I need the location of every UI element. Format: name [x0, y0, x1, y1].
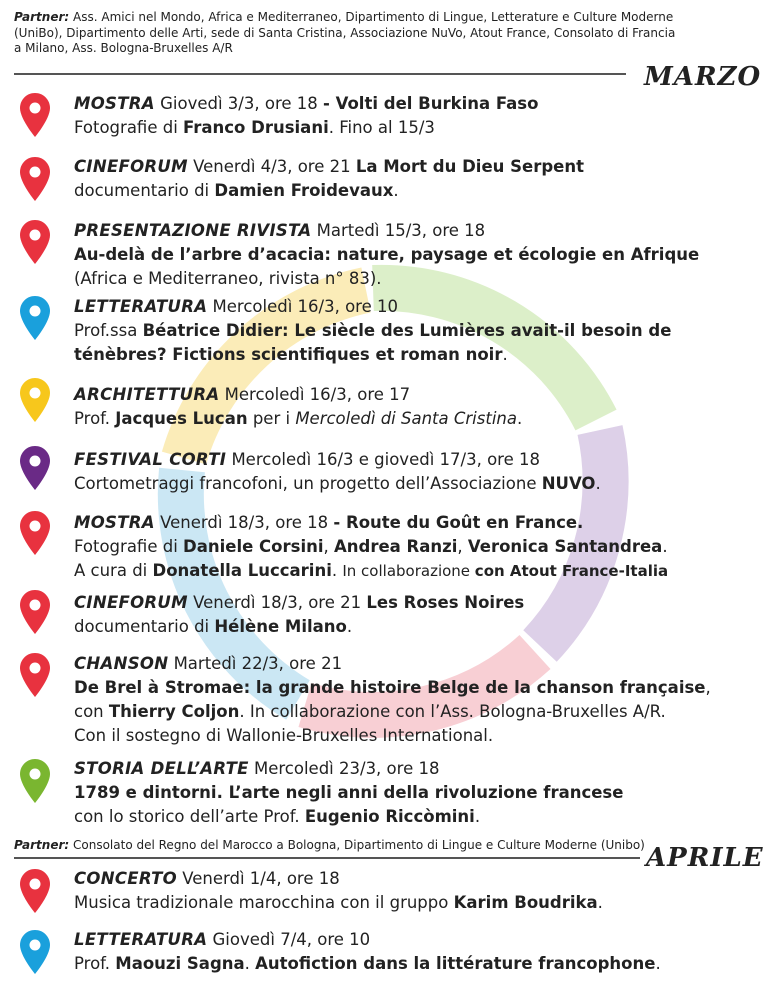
event-item	[74, 652, 711, 748]
event-text: In collaborazione	[342, 562, 475, 580]
event-person: Hélène Milano	[214, 617, 347, 636]
map-pin-icon	[20, 930, 50, 974]
divider-april	[14, 857, 640, 859]
event-date: Mercoledì 23/3, ore 18	[248, 759, 440, 778]
event-text: Prof.	[74, 954, 116, 973]
event-person: Veronica Santandrea	[467, 537, 663, 556]
map-pin-icon	[20, 590, 50, 634]
event-person: Franco Drusiani	[183, 118, 329, 137]
event-person: Donatella Luccarini	[152, 561, 332, 580]
map-pin-icon	[20, 759, 50, 803]
event-text: .	[331, 561, 343, 580]
month-heading-march: MARZO	[644, 62, 762, 92]
event-category: PRESENTAZIONE RIVISTA	[74, 221, 312, 240]
event-date: Martedì 22/3, ore 21	[168, 654, 343, 673]
map-pin-icon	[20, 653, 50, 697]
event-text: .	[595, 474, 601, 493]
event-item	[74, 155, 584, 203]
event-item	[74, 295, 671, 367]
event-text: Fotografie di	[74, 537, 184, 556]
event-person: Andrea Ranzi	[334, 537, 458, 556]
event-text: .	[516, 409, 523, 428]
event-text: .	[346, 617, 353, 636]
partner-label: Partner:	[14, 838, 70, 852]
partner-text: Consolato del Regno del Marocco a Bologna, Dipartimento di Lingue e Culture Moderne (Unibo)	[73, 838, 645, 852]
event-text: (Africa e Mediterraneo, rivista n° 83).	[74, 269, 382, 288]
event-text: Cortometraggi francofoni, un progetto dell’Associazione	[74, 474, 542, 493]
event-text: con lo storico dell’arte Prof.	[74, 807, 305, 826]
event-text: . Fino al 15/3	[328, 118, 435, 137]
event-title: La Mort du Dieu Serpent	[355, 157, 584, 176]
event-text: .	[393, 181, 399, 200]
event-text: Fotografie di	[74, 118, 184, 137]
event-organizer: NUVO	[541, 474, 596, 493]
month-heading-april: APRILE	[646, 843, 764, 873]
event-date: Mercoledì 16/3 e giovedì 17/3, ore 18	[226, 450, 540, 469]
event-item	[74, 383, 522, 431]
event-category: STORIA DELL’ARTE	[74, 759, 249, 778]
event-item	[74, 448, 601, 496]
map-pin-icon	[20, 378, 50, 422]
event-text: .	[502, 345, 508, 364]
event-text: documentario di	[74, 181, 215, 200]
event-date: Martedì 15/3, ore 18	[311, 221, 486, 240]
event-category: MOSTRA	[74, 513, 155, 532]
event-person: Damien Froidevaux	[214, 181, 394, 200]
event-title: - Volti del Burkina Faso	[323, 94, 539, 113]
event-category: CONCERTO	[74, 869, 177, 888]
event-partner: con Atout France-Italia	[474, 562, 669, 580]
event-item	[74, 757, 623, 829]
event-date: Giovedì 3/3, ore 18	[154, 94, 324, 113]
map-pin-icon	[20, 446, 50, 490]
event-text: con	[74, 702, 109, 721]
partner-block-april	[14, 838, 645, 854]
event-text: per i	[247, 409, 296, 428]
event-text: .	[662, 537, 668, 556]
event-item	[74, 928, 661, 976]
partner-line-3: a Milano, Ass. Bologna-Bruxelles A/R	[14, 41, 233, 55]
event-item	[74, 867, 603, 915]
event-text: .	[244, 954, 256, 973]
event-item	[74, 92, 538, 140]
event-series: Mercoledì di Santa Cristina	[295, 409, 517, 428]
event-person: Thierry Coljon	[108, 702, 240, 721]
event-title: - Route du Goût en France.	[333, 513, 584, 532]
event-text: ,	[705, 678, 711, 697]
event-person: Maouzi Sagna	[115, 954, 245, 973]
map-pin-icon	[20, 296, 50, 340]
event-item	[74, 591, 524, 639]
map-pin-icon	[20, 869, 50, 913]
event-text: Musica tradizionale marocchina con il gruppo	[74, 893, 454, 912]
event-date: Mercoledì 16/3, ore 17	[219, 385, 411, 404]
event-title: Béatrice Didier: Le siècle des Lumières avait-il besoin de	[142, 321, 672, 340]
event-category: MOSTRA	[74, 94, 155, 113]
event-date: Mercoledì 16/3, ore 10	[207, 297, 398, 316]
event-category: FESTIVAL CORTI	[74, 450, 227, 469]
event-title: ténèbres? Fictions scientifiques et roman noir	[74, 345, 503, 364]
event-category: LETTERATURA	[74, 930, 208, 949]
event-category: LETTERATURA	[74, 297, 208, 316]
event-performer: Karim Boudrika	[453, 893, 598, 912]
event-text: documentario di	[74, 617, 215, 636]
event-category: CHANSON	[74, 654, 169, 673]
event-text: . In collaborazione con l’Ass. Bologna-Bruxelles A/R.	[239, 702, 666, 721]
partner-line-2: (UniBo), Dipartimento delle Arti, sede di Santa Cristina, Associazione NuVo, Atout France, Consolato di Francia	[14, 25, 676, 40]
event-title: De Brel à Stromae: la grande histoire Belge de la chanson française	[74, 678, 706, 697]
event-text: ,	[323, 537, 335, 556]
event-title: Autofiction dans la littérature francophone	[255, 954, 656, 973]
event-date: Venerdì 1/4, ore 18	[176, 869, 340, 888]
event-text: .	[597, 893, 603, 912]
event-text: .	[655, 954, 661, 973]
event-text: .	[474, 807, 481, 826]
map-pin-icon	[20, 220, 50, 264]
event-item	[74, 511, 668, 583]
event-item	[74, 219, 699, 291]
map-pin-icon	[20, 511, 50, 555]
partner-block-march	[14, 10, 675, 57]
event-title: Au-delà de l’arbre d’acacia: nature, paysage et écologie en Afrique	[74, 245, 700, 264]
event-title: 1789 e dintorni. L’arte negli anni della rivoluzione francese	[74, 783, 624, 802]
event-person: Daniele Corsini	[183, 537, 324, 556]
map-pin-icon	[20, 157, 50, 201]
event-person: Jacques Lucan	[115, 409, 248, 428]
event-text: Con il sostegno di Wallonie-Bruxelles International.	[74, 726, 494, 745]
event-date: Giovedì 7/4, ore 10	[207, 930, 371, 949]
event-date: Venerdì 18/3, ore 18	[154, 513, 334, 532]
event-text: Prof.	[74, 409, 116, 428]
event-text: ,	[457, 537, 468, 556]
event-category: CINEFORUM	[74, 593, 188, 612]
event-title: Les Roses Noires	[366, 593, 525, 612]
event-category: CINEFORUM	[74, 157, 188, 176]
event-person: Eugenio Riccòmini	[304, 807, 475, 826]
event-text: Prof.ssa	[74, 321, 143, 340]
event-date: Venerdì 4/3, ore 21	[187, 157, 356, 176]
divider-march	[14, 73, 626, 75]
map-pin-icon	[20, 93, 50, 137]
event-category: ARCHITETTURA	[74, 385, 220, 404]
partner-line-1: Ass. Amici nel Mondo, Africa e Mediterraneo, Dipartimento di Lingue, Letterature e Culture Moderne	[73, 10, 674, 24]
partner-label: Partner:	[14, 10, 70, 24]
event-text: A cura di	[74, 561, 153, 580]
event-date: Venerdì 18/3, ore 21	[187, 593, 367, 612]
